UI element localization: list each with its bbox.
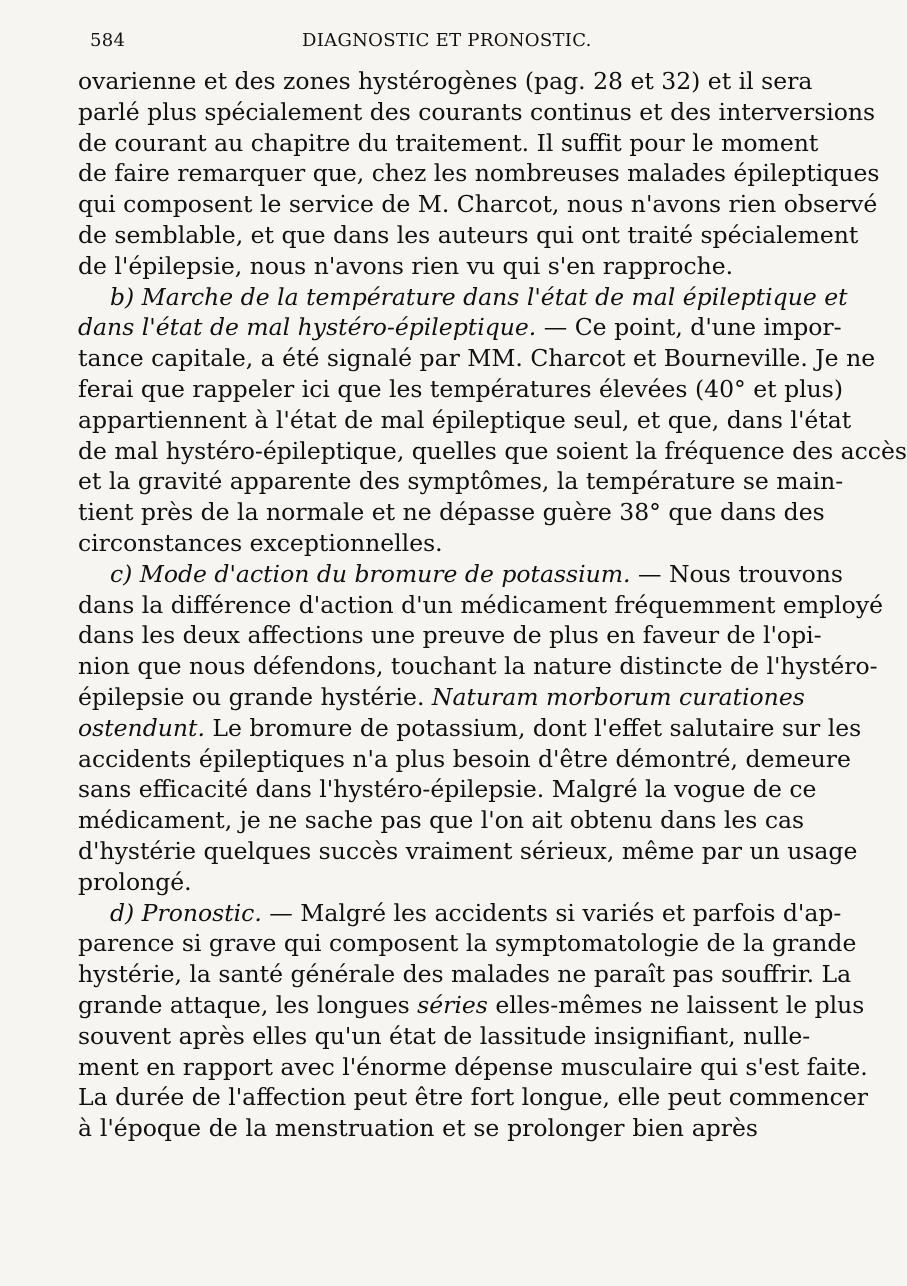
text-line: qui composent le service de M. Charcot, nous n'avons rien observé — [78, 190, 878, 219]
text-line: épilepsie ou grande hystérie. Naturam morborum curationes — [78, 682, 805, 711]
text-line: ostendunt. Le bromure de potassium, dont l'effet salutaire sur les — [78, 713, 862, 742]
text-line: nion que nous défendons, touchant la nature distincte de l'hystéro- — [78, 652, 878, 681]
text-line: de semblable, et que dans les auteurs qui ont traité spécialement — [78, 220, 859, 249]
text-line: à l'époque de la menstruation et se prolonger bien après — [78, 1114, 758, 1143]
text-line: de mal hystéro-épileptique, quelles que soient la fréquence des accès — [78, 436, 907, 465]
text-line: ovarienne et des zones hystérogènes (pag. 28 et 32) et il sera — [78, 67, 813, 95]
text-line: ment en rapport avec l'énorme dépense musculaire qui s'est faite. — [78, 1052, 868, 1081]
text-line: parlé plus spécialement des courants continus et des interversions — [78, 97, 876, 126]
text-line: hystérie, la santé générale des malades ne paraît pas souffrir. La — [78, 960, 852, 989]
text-line: prolongé. — [78, 867, 192, 896]
section-heading-line: c) Mode d'action du bromure de potassium. — Nous trouvons — [110, 559, 843, 588]
text-line: grande attaque, les longues séries elles-mêmes ne laissent le plus — [78, 990, 865, 1019]
text-line: d'hystérie quelques succès vraiment sérieux, même par un usage — [78, 836, 858, 865]
text-line: souvent après elles qu'un état de lassitude insignifiant, nulle- — [78, 1021, 811, 1050]
text-line: tient près de la normale et ne dépasse guère 38° que dans des — [78, 498, 825, 527]
text-line: circonstances exceptionnelles. — [78, 528, 443, 557]
text-line: dans la différence d'action d'un médicament fréquemment employé — [78, 590, 884, 619]
text-line: et la gravité apparente des symptômes, la température se main- — [78, 467, 844, 496]
text-line: La durée de l'affection peut être fort longue, elle peut commencer — [78, 1083, 868, 1112]
text-line: accidents épileptiques n'a plus besoin d'être démontré, demeure — [78, 744, 851, 773]
text-line: tance capitale, a été signalé par MM. Charcot et Bourneville. Je ne — [78, 344, 876, 373]
text-line: parence si grave qui composent la symptomatologie de la grande — [78, 929, 857, 958]
text-line: de l'épilepsie, nous n'avons rien vu qui s'en rapproche. — [78, 251, 734, 280]
page-number: 584 — [90, 30, 126, 51]
text-line: de faire remarquer que, chez les nombreuses malades épileptiques — [78, 159, 880, 188]
section-heading-line: d) Pronostic. — Malgré les accidents si variés et parfois d'ap- — [110, 898, 842, 927]
text-line: de courant au chapitre du traitement. Il suffit pour le moment — [78, 128, 819, 157]
page-header — [90, 30, 730, 60]
section-heading-line: b) Marche de la température dans l'état de mal épileptique et — [110, 282, 848, 311]
text-line: dans les deux affections une preuve de plus en faveur de l'opi- — [78, 621, 822, 650]
text-line: médicament, je ne sache pas que l'on ait obtenu dans les cas — [78, 806, 805, 835]
text-line: sans efficacité dans l'hystéro-épilepsie. Malgré la vogue de ce — [78, 775, 817, 804]
text-line: dans l'état de mal hystéro-épileptique. — Ce point, d'une impor- — [78, 313, 842, 342]
text-line: ferai que rappeler ici que les températures élevées (40° et plus) — [78, 374, 843, 403]
text-line: appartiennent à l'état de mal épileptique seul, et que, dans l'état — [78, 405, 852, 434]
running-head: DIAGNOSTIC ET PRONOSTIC. — [302, 30, 592, 51]
body-text — [78, 66, 907, 1144]
